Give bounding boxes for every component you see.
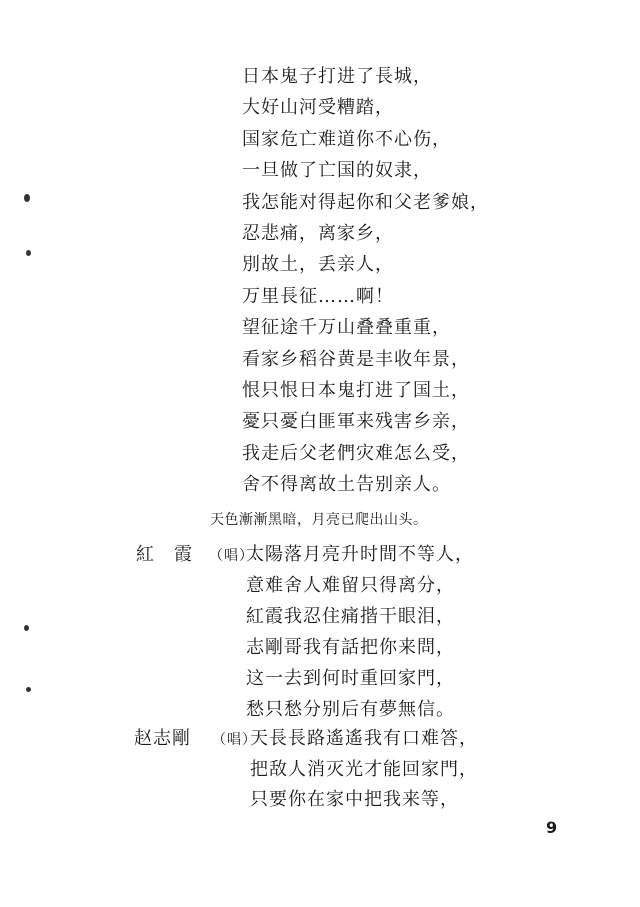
verse-line-text: 这一去到何时重回家門，	[246, 668, 455, 689]
sing-cue-hongxia: （唱）	[209, 548, 254, 564]
verse-line-text: 忍悲痛，离家乡，	[242, 223, 394, 244]
ink-speck	[26, 250, 31, 256]
verse-line-text: 我走后父老們灾难怎么受，	[242, 442, 470, 464]
verse-line-text: 望征途千万山叠叠重重，	[242, 317, 451, 339]
verse-line: 太陽落月亮升时間不等人，	[246, 544, 474, 565]
verse-line: 天長長路遙遙我有口难答，	[250, 728, 478, 749]
verse-line-text: 舍不得离故土告别亲人。	[242, 474, 451, 496]
ink-speck	[24, 194, 30, 202]
ink-speck	[26, 687, 31, 692]
verse-line-text: 我怎能对得起你和父老爹娘，	[242, 191, 489, 213]
verse-line-text: 看家乡稻谷黄是丰收年景，	[242, 348, 470, 370]
verse-line-text: 日本鬼子打进了長城，	[242, 66, 432, 87]
verse-line-text: 志剛哥我有話把你来問，	[246, 637, 455, 658]
verse-line-text: 国家危亡难道你不心伤，	[242, 128, 451, 150]
verse-line-text: 紅霞我忍住痛揩干眼泪，	[246, 606, 455, 627]
verse-line-text: 只要你在家中把我来等，	[250, 789, 459, 810]
verse-line-text: 憂只憂白匪軍来残害乡亲，	[242, 411, 470, 433]
verse-line-text: 大好山河受糟踏，	[242, 97, 394, 119]
stage-direction: 天色漸漸黑暗，月亮已爬出山头。	[210, 512, 428, 528]
verse-line-text: 意难舍人难留只得离分，	[246, 575, 455, 596]
verse-line-text: 恨只恨日本鬼打进了国土，	[242, 380, 470, 401]
verse-line-text: 一旦做了亡国的奴隶，	[242, 160, 432, 182]
verse-line-text: 愁只愁分别后有夢無信。	[246, 699, 455, 720]
verse-line-text: 別故土，丢亲人，	[242, 254, 394, 276]
speaker-hongxia: 紅 霞	[136, 544, 193, 565]
page-number: 9	[546, 818, 558, 837]
ink-speck	[24, 625, 29, 631]
verse-line-text: 万里長征……啊！	[242, 285, 394, 307]
verse-line-text: 把敌人消灭光才能回家門，	[250, 759, 478, 780]
sing-cue-zhaozhigang: （唱）	[212, 732, 257, 748]
speaker-zhaozhigang: 赵志剛	[134, 728, 191, 749]
